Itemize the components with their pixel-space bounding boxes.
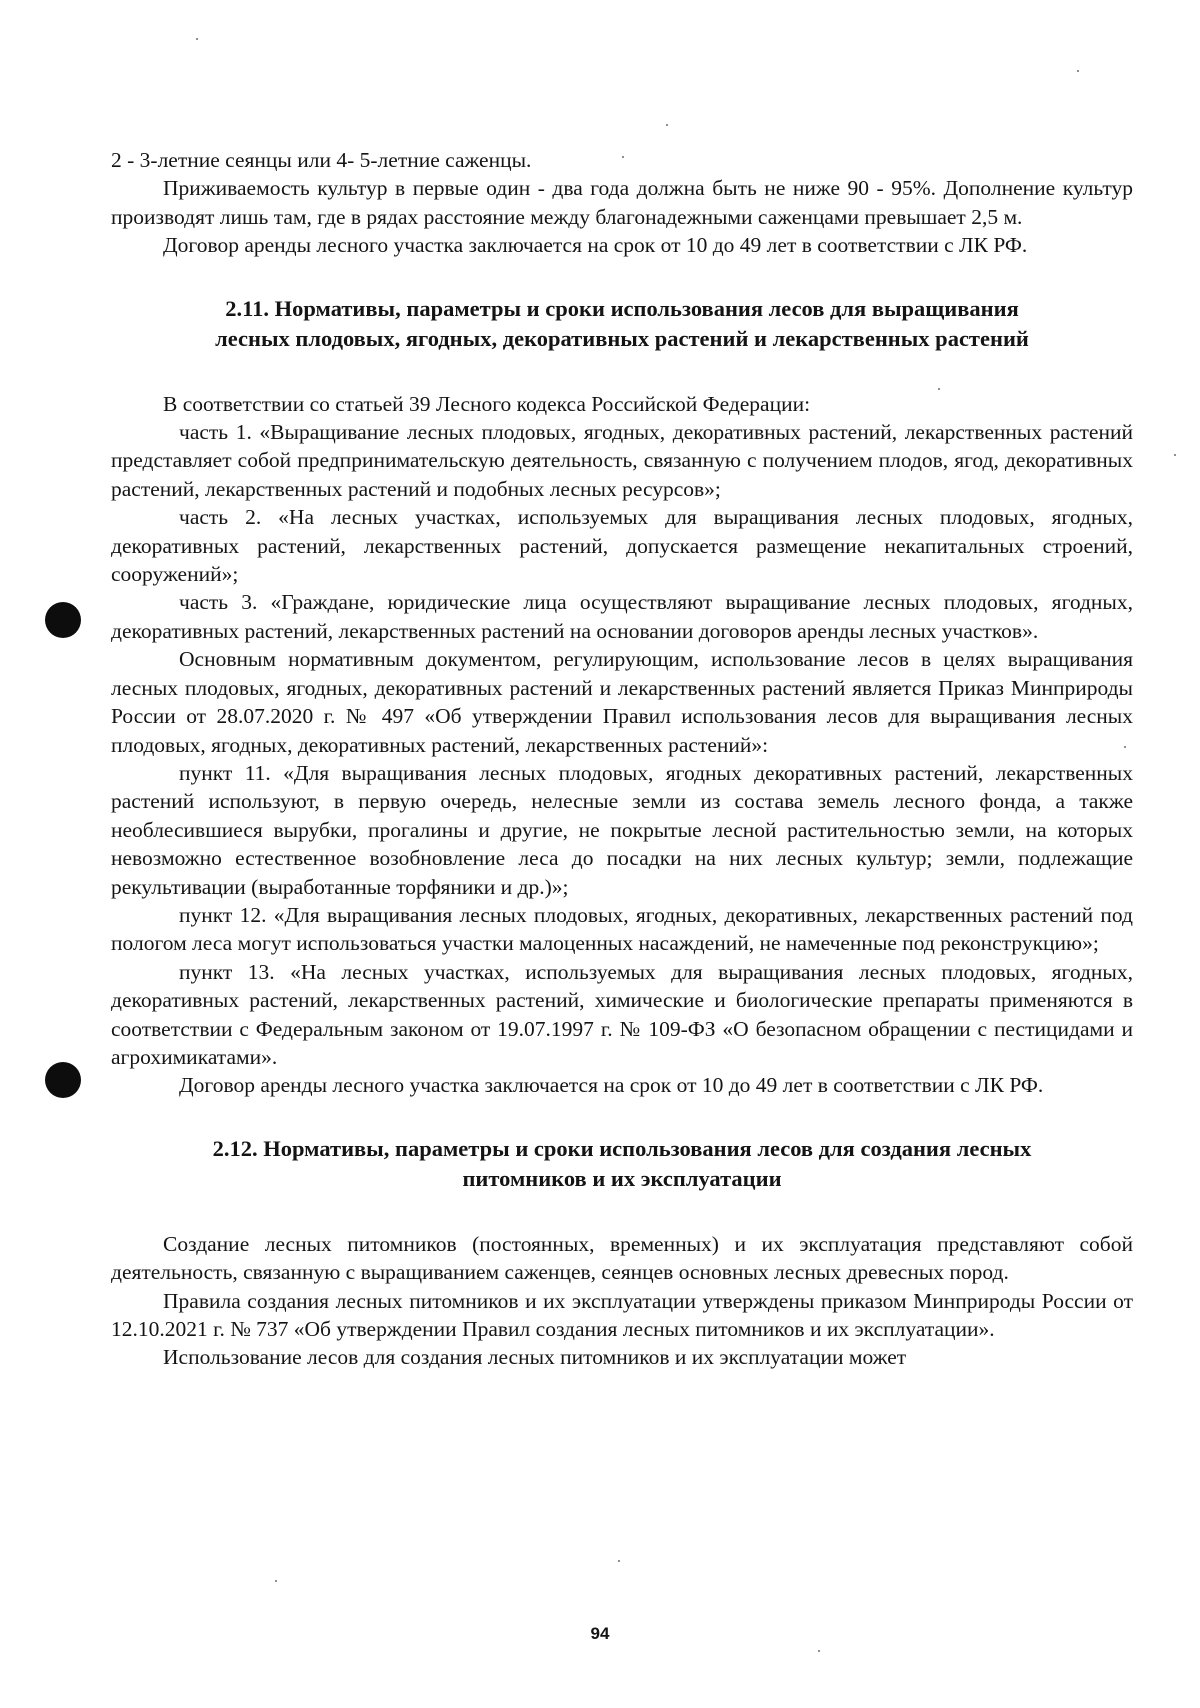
section-heading xyxy=(111,1134,1133,1194)
scan-speck xyxy=(666,124,668,126)
document-body xyxy=(111,146,1133,1372)
paragraph: Основным нормативным документом, регулирующим, использование лесов в целях выращивания лесных плодовых, ягодных, декоративных растений и лекарственных растений является Приказ Минприроды России от 28.07.2020 г. № 497 «Об утверждении Правил использования лесов для выращивания лесных плодовых, ягодных, декоративных растений, лекарственных растений»: xyxy=(111,647,1133,757)
paragraph: Правила создания лесных питомников и их эксплуатации утверждены приказом Минприроды России от 12.10.2021 г. № 737 «Об утверждении Правил создания лесных питомников и их эксплуатации». xyxy=(111,1288,1133,1341)
paragraph: пункт 11. «Для выращивания лесных плодовых, ягодных декоративных растений, лекарственных растений используют, в первую очередь, нелесные земли из состава земель лесного фонда, а также необлесившиеся вырубки, прогалины и другие, не покрытые лесной растительностью земли, на которых невозможно естественное возобновление леса до посадки на них лесных культур; земли, подлежащие рекультивации (выработанные торфяники и др.)»; xyxy=(111,760,1133,899)
paragraph: Приживаемость культур в первые один - два года должна быть не ниже 90 - 95%. Дополнение культур производят лишь там, где в рядах расстояние между благонадежными саженцами превышает 2,5 м. xyxy=(111,176,1133,229)
scan-speck xyxy=(818,1650,820,1652)
page-number: 94 xyxy=(590,1624,610,1643)
paragraph: часть 2. «На лесных участках, используемых для выращивания лесных плодовых, ягодных, декоративных растений, лекарственных растений, допускается размещение некапитальных строений, сооружений»; xyxy=(111,505,1133,587)
paragraph: Договор аренды лесного участка заключается на срок от 10 до 49 лет в соответствии с ЛК РФ. xyxy=(179,1073,1044,1098)
paragraph: Договор аренды лесного участка заключается на срок от 10 до 49 лет в соответствии с ЛК РФ. xyxy=(163,233,1028,258)
paragraph: В соответствии со статьей 39 Лесного кодекса Российской Федерации: xyxy=(163,391,811,416)
punch-hole-mark xyxy=(45,1062,81,1098)
paragraph: пункт 13. «На лесных участках, используемых для выращивания лесных плодовых, ягодных, декоративных растений, лекарственных растений, химические и биологические препараты применяются в соответствии с Федеральным законом от 19.07.1997 г. № 109-ФЗ «О безопасном обращении с пестицидами и агрохимикатами». xyxy=(111,959,1133,1069)
paragraph: часть 1. «Выращивание лесных плодовых, ягодных, декоративных растений, лекарственных растений представляет собой предпринимательскую деятельность, связанную с получением плодов, ягод, декоративных растений, лекарственных растений и подобных лесных ресурсов»; xyxy=(111,420,1133,501)
section-heading-line: лесных плодовых, ягодных, декоративных растений и лекарственных растений xyxy=(215,325,1029,351)
section-heading-line: 2.11. Нормативы, параметры и сроки использования лесов для выращивания xyxy=(225,295,1019,321)
scan-speck xyxy=(275,1580,277,1582)
section-heading xyxy=(111,294,1133,354)
text-line: 2 - 3-летние сеянцы или 4- 5-летние саженцы. xyxy=(111,148,532,172)
paragraph: пункт 12. «Для выращивания лесных плодовых, ягодных, декоративных, лекарственных растений под пологом леса могут использоваться участки малоценных насаждений, не намеченные под реконструкцию»; xyxy=(111,902,1133,956)
paragraph: Использование лесов для создания лесных питомников и их эксплуатации может xyxy=(163,1345,907,1370)
section-heading-line: питомников и их эксплуатации xyxy=(462,1165,782,1191)
punch-hole-mark xyxy=(45,602,81,638)
scan-speck xyxy=(1077,70,1079,72)
scan-speck xyxy=(618,1560,620,1562)
paragraph: Создание лесных питомников (постоянных, временных) и их эксплуатация представляют собой деятельность, связанную с выращиванием саженцев, сеянцев основных лесных древесных пород. xyxy=(111,1231,1133,1285)
scan-speck xyxy=(196,38,198,40)
section-heading-line: 2.12. Нормативы, параметры и сроки использования лесов для создания лесных xyxy=(212,1135,1032,1161)
paragraph: часть 3. «Граждане, юридические лица осуществляют выращивание лесных плодовых, ягодных, декоративных растений, лекарственных растений на основании договоров аренды лесных участков». xyxy=(111,590,1133,643)
scan-speck xyxy=(1174,454,1176,456)
